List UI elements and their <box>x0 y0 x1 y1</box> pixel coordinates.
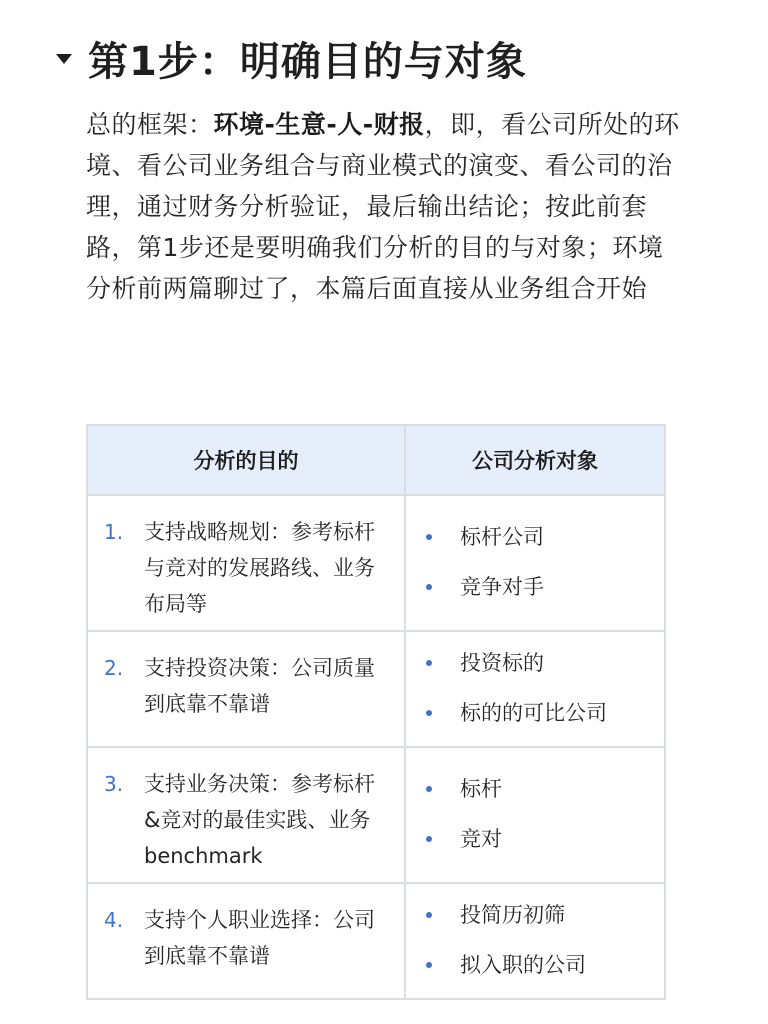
target-text: 标的的可比公司 <box>460 701 607 725</box>
target-text: 标杆公司 <box>460 525 544 549</box>
list-item <box>426 940 664 990</box>
intro-framework: 环境-生意-人-财报 <box>213 110 425 139</box>
purpose-cell <box>87 883 405 999</box>
table-row <box>87 495 665 631</box>
purpose-cell <box>87 631 405 747</box>
purpose-cell <box>87 747 405 883</box>
row-number: 3. <box>104 772 124 796</box>
row-number: 2. <box>104 656 124 680</box>
purpose-text: 支持战略规划：参考标杆与竞对的发展路线、业务布局等 <box>144 520 375 616</box>
target-text: 竞争对手 <box>460 575 544 599</box>
purpose-cell <box>87 495 405 631</box>
bullet-icon <box>426 836 432 842</box>
list-item <box>426 688 664 738</box>
bullet-icon <box>426 584 432 590</box>
bullet-icon <box>426 786 432 792</box>
list-item <box>426 638 664 688</box>
header-object: 公司分析对象 <box>405 425 665 495</box>
bullet-icon <box>426 962 432 968</box>
intro-prefix: 总的框架： <box>86 110 214 139</box>
target-text: 标杆 <box>460 777 502 801</box>
purpose-text: 支持个人职业选择：公司到底靠不靠谱 <box>144 908 375 968</box>
row-number: 1. <box>104 520 124 544</box>
target-text: 投资标的 <box>460 651 544 675</box>
list-item <box>426 562 664 612</box>
intro-body: ，即，看公司所处的环境、看公司业务组合与商业模式的演变、看公司的治理，通过财务分析验证，最后输出结论；按此前套路，第1步还是要明确我们分析的目的与对象；环境分析前两篇聊过了，本篇后面直接从业务组合开始 <box>86 110 680 303</box>
object-cell <box>405 883 665 999</box>
table-row <box>87 747 665 883</box>
table-row <box>87 883 665 999</box>
bullet-icon <box>426 710 432 716</box>
row-number: 4. <box>104 908 124 932</box>
bullet-icon <box>426 534 432 540</box>
object-cell <box>405 631 665 747</box>
collapse-caret-icon[interactable] <box>56 54 72 64</box>
table-header-row <box>87 425 665 495</box>
target-text: 竞对 <box>460 827 502 851</box>
purpose-object-table <box>86 424 666 1000</box>
target-text: 拟入职的公司 <box>460 953 586 977</box>
target-text: 投简历初筛 <box>460 903 565 927</box>
object-cell <box>405 747 665 883</box>
section-title: 第1步：明确目的与对象 <box>88 38 527 85</box>
bullet-icon <box>426 912 432 918</box>
table-row <box>87 631 665 747</box>
bullet-icon <box>426 660 432 666</box>
object-cell <box>405 495 665 631</box>
list-item <box>426 890 664 940</box>
purpose-text: 支持业务决策：参考标杆&竞对的最佳实践、业务benchmark <box>144 772 375 868</box>
list-item <box>426 814 664 864</box>
intro-paragraph <box>86 104 686 309</box>
section-heading <box>56 28 527 88</box>
purpose-text: 支持投资决策：公司质量到底靠不靠谱 <box>144 656 375 716</box>
header-purpose: 分析的目的 <box>87 425 405 495</box>
list-item <box>426 764 664 814</box>
list-item <box>426 512 664 562</box>
